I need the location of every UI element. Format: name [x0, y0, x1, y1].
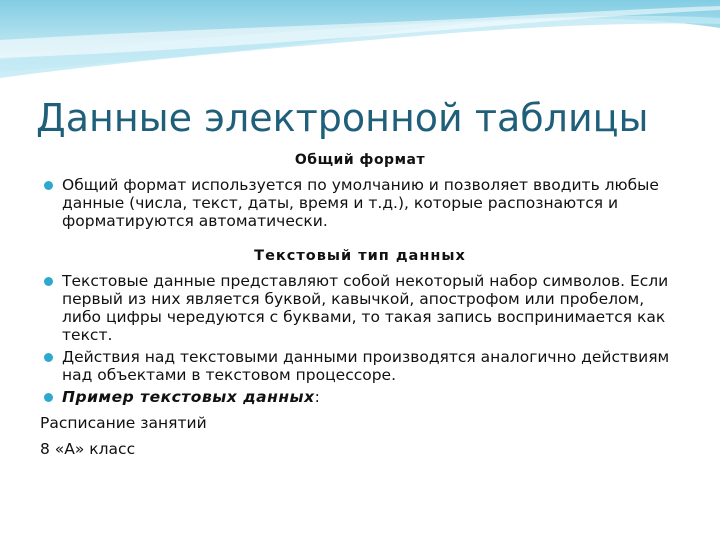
bullet-dot-icon — [44, 277, 53, 286]
bullet-text-data-definition — [40, 272, 680, 344]
bullet-dot-icon — [44, 353, 53, 362]
section-heading-general-format: Общий формат — [294, 152, 426, 168]
bullet-text: Общий формат используется по умолчанию и позволяет вводить любые данные (числа, текст, даты, время и т.д.), которые распознаются и форматируются автоматически. — [62, 176, 659, 230]
bullet-text: Текстовые данные представляют собой некоторый набор символов. Если первый из них является буквой, кавычкой, апострофом или пробелом, либо цифры чередуются с буквами, то такая запись воспринимается как текст. — [62, 272, 669, 344]
bullet-text: Действия над текстовыми данными производятся аналогично действиям над объектами в текстовом процессоре. — [62, 348, 670, 384]
example-colon: : — [314, 388, 320, 406]
example-label: Пример текстовых данных — [62, 388, 315, 406]
example-line-schedule: Расписание занятий — [40, 414, 207, 432]
bullet-dot-icon — [44, 393, 53, 402]
header-wave-decoration — [0, 0, 720, 90]
section-heading-text-type: Текстовый тип данных — [254, 248, 466, 264]
bullet-example — [40, 388, 680, 406]
slide-content — [40, 152, 680, 458]
bullet-text-data-actions — [40, 348, 680, 384]
slide-title: Данные электронной таблицы — [36, 96, 649, 140]
bullet-dot-icon — [44, 181, 53, 190]
bullet-general-format — [40, 176, 680, 230]
example-line-class: 8 «А» класс — [40, 440, 136, 458]
